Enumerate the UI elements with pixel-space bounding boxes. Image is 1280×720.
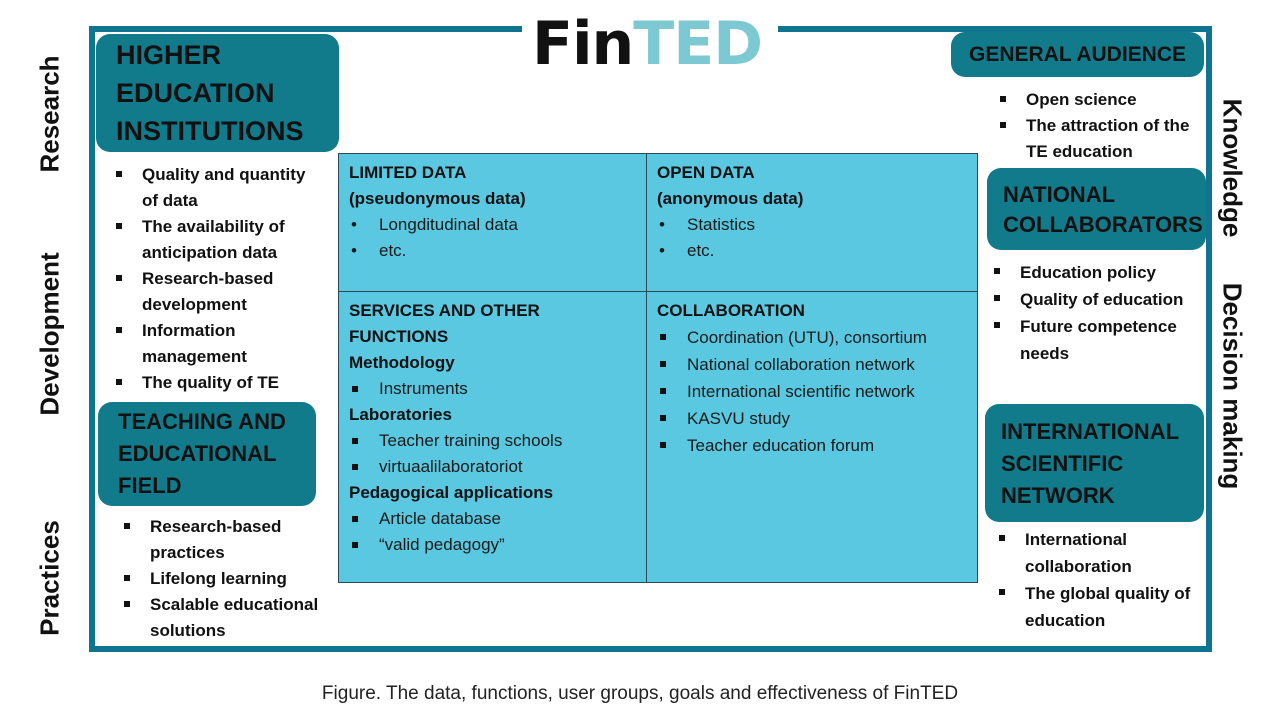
higher-education-list	[114, 162, 324, 396]
collaboration-heading: COLLABORATION	[657, 301, 805, 320]
services-heading: SERVICES AND OTHER	[349, 301, 540, 320]
label-decision-making: Decision making	[1217, 282, 1248, 490]
teaching-title-line: FIELD	[118, 473, 182, 498]
national-title-line: COLLABORATORS	[1003, 212, 1203, 237]
higher-education-pill	[96, 34, 339, 152]
list-item: • Statistics	[657, 212, 967, 238]
list-item: Instruments	[349, 376, 636, 402]
finted-logo	[532, 8, 762, 80]
list-item: National collaboration network	[657, 351, 967, 378]
list-item: Teacher training schools	[349, 428, 636, 454]
list-item: Information management	[114, 318, 324, 370]
label-knowledge: Knowledge	[1217, 98, 1248, 238]
international-title-line: INTERNATIONAL	[1001, 419, 1180, 444]
general-audience-pill: GENERAL AUDIENCE	[951, 32, 1204, 77]
international-title-line: SCIENTIFIC	[1001, 451, 1124, 476]
label-development: Development	[34, 252, 65, 416]
figure-caption: Figure. The data, functions, user groups, goals and effectiveness of FinTED	[321, 683, 959, 704]
list-item: Future competence needs	[992, 313, 1202, 367]
higher-education-title-line: INSTITUTIONS	[116, 116, 304, 146]
teaching-title-line: TEACHING AND	[118, 409, 286, 434]
higher-education-title-line: EDUCATION	[116, 78, 275, 108]
collaboration-quadrant	[646, 291, 978, 583]
list-item: Article database	[349, 506, 636, 532]
national-collaborators-list	[992, 259, 1202, 367]
list-item: International collaboration	[997, 526, 1197, 580]
limited-data-subheading: (pseudonymous data)	[349, 189, 526, 208]
limited-data-heading: LIMITED DATA	[349, 163, 467, 182]
list-item: Research-based practices	[122, 514, 337, 566]
list-item: Coordination (UTU), consortium	[657, 324, 967, 351]
list-item: Quality and quantity of data	[114, 162, 324, 214]
list-item: International scientific network	[657, 378, 967, 405]
label-research: Research	[34, 55, 65, 173]
services-quadrant	[338, 291, 647, 583]
limited-data-quadrant	[338, 153, 647, 292]
list-item: • etc.	[349, 238, 636, 264]
teaching-title-line: EDUCATIONAL	[118, 441, 277, 466]
international-network-pill	[985, 404, 1204, 522]
list-item: Open science	[998, 87, 1198, 113]
open-data-subheading: (anonymous data)	[657, 189, 804, 208]
list-item: The attraction of the TE education	[998, 113, 1198, 165]
services-subheading: FUNCTIONS	[349, 327, 449, 346]
list-item: KASVU study	[657, 405, 967, 432]
pedagogical-applications-heading: Pedagogical applications	[349, 483, 554, 502]
list-item: • Longditudinal data	[349, 212, 636, 238]
teaching-pill	[98, 402, 316, 506]
list-item: Quality of education	[992, 286, 1202, 313]
methodology-heading: Methodology	[349, 353, 455, 372]
list-item: Lifelong learning	[122, 566, 337, 592]
national-collaborators-pill	[987, 168, 1206, 250]
logo-fin: Fin	[532, 9, 634, 79]
international-network-list	[997, 526, 1197, 634]
higher-education-title-line: HIGHER	[116, 40, 222, 70]
general-audience-list	[998, 87, 1198, 165]
logo-ted: TED	[633, 9, 762, 79]
international-title-line: NETWORK	[1001, 483, 1115, 508]
teaching-list	[122, 514, 337, 644]
list-item: The availability of anticipation data	[114, 214, 324, 266]
label-practices: Practices	[34, 520, 65, 636]
list-item: • etc.	[657, 238, 967, 264]
open-data-quadrant	[646, 153, 978, 292]
list-item: The quality of TE	[114, 370, 324, 396]
list-item: Scalable educational solutions	[122, 592, 337, 644]
list-item: Education policy	[992, 259, 1202, 286]
laboratories-heading: Laboratories	[349, 405, 452, 424]
list-item: Research-based development	[114, 266, 324, 318]
list-item: virtuaalilaboratoriot	[349, 454, 636, 480]
list-item: “valid pedagogy”	[349, 532, 636, 558]
list-item: The global quality of education	[997, 580, 1197, 634]
list-item: Teacher education forum	[657, 432, 967, 459]
open-data-heading: OPEN DATA	[657, 163, 755, 182]
national-title-line: NATIONAL	[1003, 182, 1116, 207]
